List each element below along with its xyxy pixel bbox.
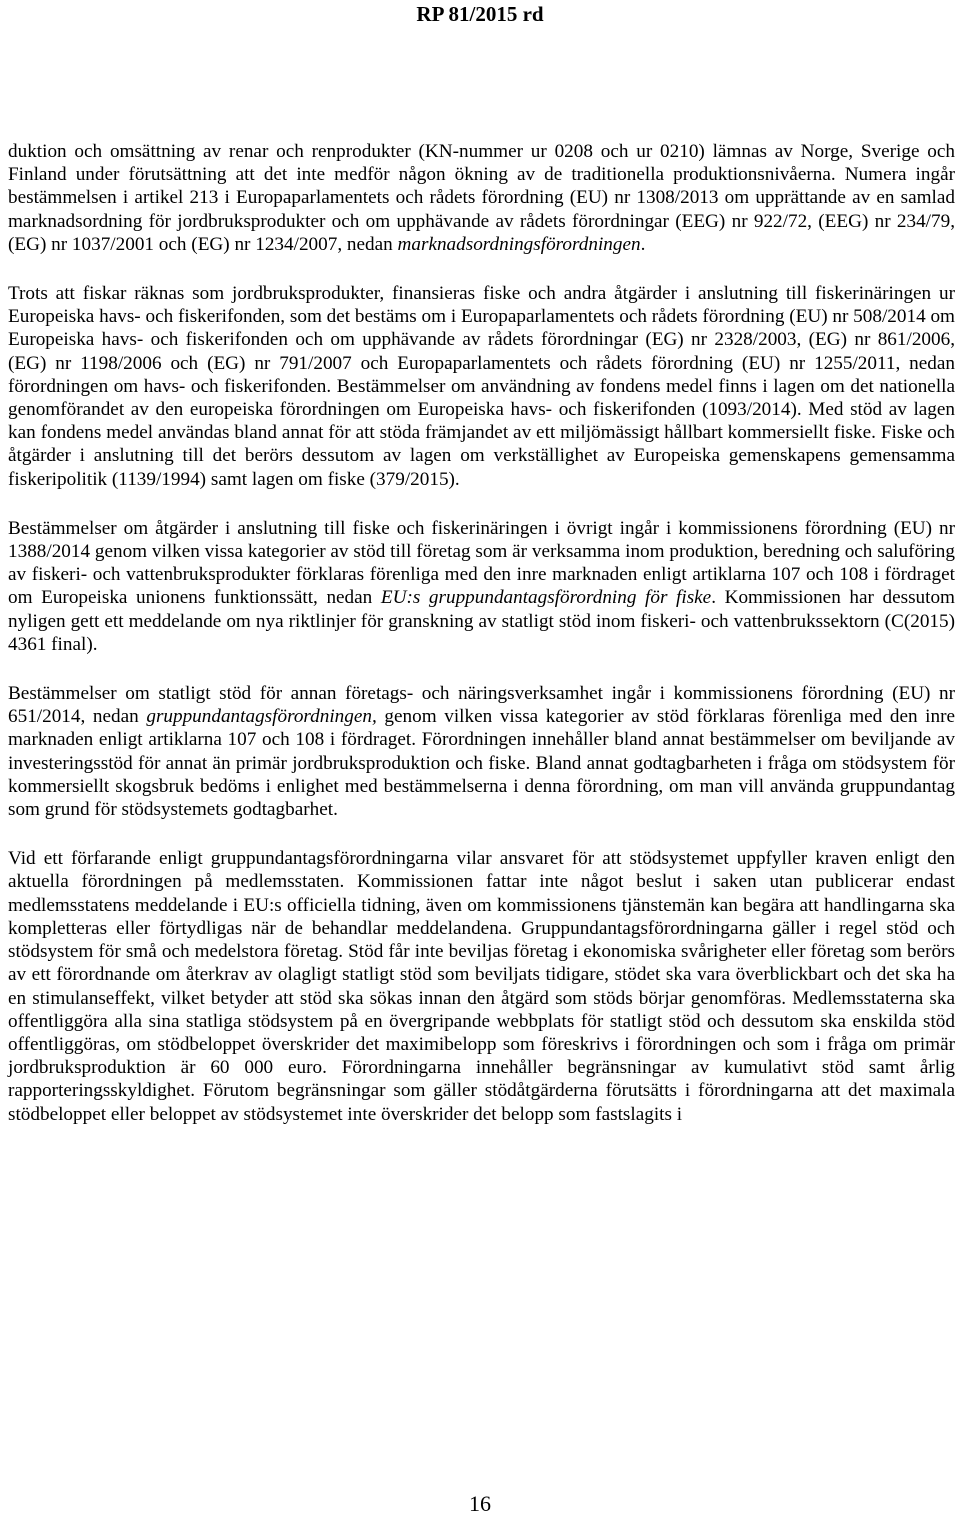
paragraph-2	[8, 282, 955, 491]
paragraph-4-italic-term: gruppundantagsförordningen,	[146, 706, 377, 728]
document-body	[8, 140, 955, 1152]
paragraph-1	[8, 140, 955, 256]
paragraph-4-text-1: Bestämmelser om statligt stöd för annan företags- och näringsverksamhet ingår i kommissionens förordning (EU) nr 651/2014, nedan	[8, 683, 955, 728]
paragraph-3-text-2: . Kommissionen har dessutom nyligen gett ett meddelande om nya riktlinjer för granskning av statligt stöd inom fiskeri- och vattenbrukssektorn (C(2015) 4361 final).	[8, 587, 955, 655]
paragraph-1-italic-term: marknadsordningsförordningen	[397, 233, 641, 255]
document-reference-header: RP 81/2015 rd	[416, 2, 544, 26]
paragraph-4-text-2: genom vilken vissa kategorier av stöd förklaras förenliga med den inre marknaden enligt artiklarna 107 och 108 i fördraget. Förordningen innehåller bland annat bestämmelser om beviljande av investeringsstöd för annat än primär jordbruksproduktion och fiske. Bland annat godtagbarheten i fråga om stödsystem för kommersiellt skogsbruk bedöms i enlighet med bestämmelserna i denna förordning, om man vill använda gruppundantag som grund för stödsystemets godtagbarhet.	[8, 706, 955, 821]
paragraph-3-italic-term: EU:s gruppundantagsförordning för fiske	[380, 587, 712, 609]
paragraph-5	[8, 847, 955, 1125]
paragraph-3-text-1: Bestämmelser om åtgärder i anslutning till fiske och fiskerinäringen i övrigt ingår i kommissionens förordning (EU) nr 1388/2014 genom vilken vissa kategorier av stöd till företag som är verksamma inom produktion, beredning och saluföring av fiskeri- och vattenbruksprodukter förklaras förenliga med den inre marknaden enligt artiklarna 107 och 108 i fördraget om Europeiska unionens funktionssätt, nedan	[8, 517, 955, 609]
paragraph-2-text-1: Trots att fiskar räknas som jordbruksprodukter, finansieras fiske och andra åtgärder i anslutning till fiskerinäringen ur Europeiska havs- och fiskerifonden, som det bestäms om i Europaparlamentets och rådets förordning (EU) nr 508/2014 om Europeiska havs- och fiskerifonden och om upphävande av rådets förordningar (EG) nr 2328/2003, (EG) nr 861/2006, (EG) nr 1198/2006 och (EG) nr 791/2007 och Europaparlamentets och rådets förordning (EU) nr 1255/2011, nedan förordningen om havs- och fiskerifonden. Bestämmelser om användning av fondens medel finns i lagen om det nationella genomförandet av den europeiska förordningen om Europeiska havs- och fiskerifonden (1093/2014). Med stöd av lagen kan fondens medel användas bland annat för att stöda främjandet av ett miljömässigt hållbart kommersiellt fiske. Fiske och åtgärder i anslutning till det berörs dessutom av lagen om verkställighet av Europeiska gemenskapens gemensamma fiskeripolitik (1139/1994) samt lagen om fiske (379/2015).	[8, 283, 955, 490]
paragraph-1-text-1: duktion och omsättning av renar och renprodukter (KN-nummer ur 0208 och ur 0210) lämnas av Norge, Sverige och Finland under förutsättning att det inte medför någon ökning av de traditionella produktionsnivåerna. Numera ingår bestämmelsen i artikel 213 i Europaparlamentets och rådets förordning (EU) nr 1308/2013 om upprättande av en samlad marknadsordning för jordbruksprodukter och om upphävande av rådets förordningar (EEG) nr 922/72, (EEG) nr 234/79, (EG) nr 1037/2001 och (EG) nr 1234/2007, nedan	[8, 141, 955, 255]
paragraph-5-text-1: Vid ett förfarande enligt gruppundantagsförordningarna vilar ansvaret för att stödsystemet uppfyller kraven enligt den aktuella förordningen på medlemsstaten. Kommissionen fattar inte något beslut i saken utan publicerar endast medlemsstatens meddelande i EU:s officiella tidning, även om kommissionens tjänstemän kan begära att handlingarna ska kompletteras eller förtydligas när de behandlar meddelandena. Gruppundantagsförordningarna gäller i regel stöd och stödsystem för små och medelstora företag. Stöd får inte beviljas företag i ekonomiska svårigheter eller företag som berörs av ett förordnande om återkrav av olagligt statligt stöd som beviljats tidigare, stödet ska vara överblickbart och det ska ha en stimulanseffekt, vilket betyder att stöd ska sökas innan den åtgärd som stöds börjar genomföras. Medlemsstaterna ska offentliggöra alla sina statliga stödsystem på en övergripande webbplats för statligt stöd och dessutom ska enskilda stöd offentliggöras, om stödbeloppet överskrider det maximibelopp som föreskrivs i förordningen och som i fråga om primär jordbruksproduktion är 60 000 euro. Förordningarna innehåller begränsningar av kumulativt stöd samt årlig rapporteringsskyldighet. Förutom begränsningar som gäller stödåtgärderna förutsätts i förordningarna att det maximala stödbeloppet eller beloppet av stödsystemet inte överskrider det belopp som fastslagits i	[8, 848, 955, 1125]
paragraph-3	[8, 517, 955, 656]
paragraph-4	[8, 682, 955, 821]
page-number: 16	[469, 1491, 491, 1516]
paragraph-1-text-2: .	[640, 233, 646, 255]
